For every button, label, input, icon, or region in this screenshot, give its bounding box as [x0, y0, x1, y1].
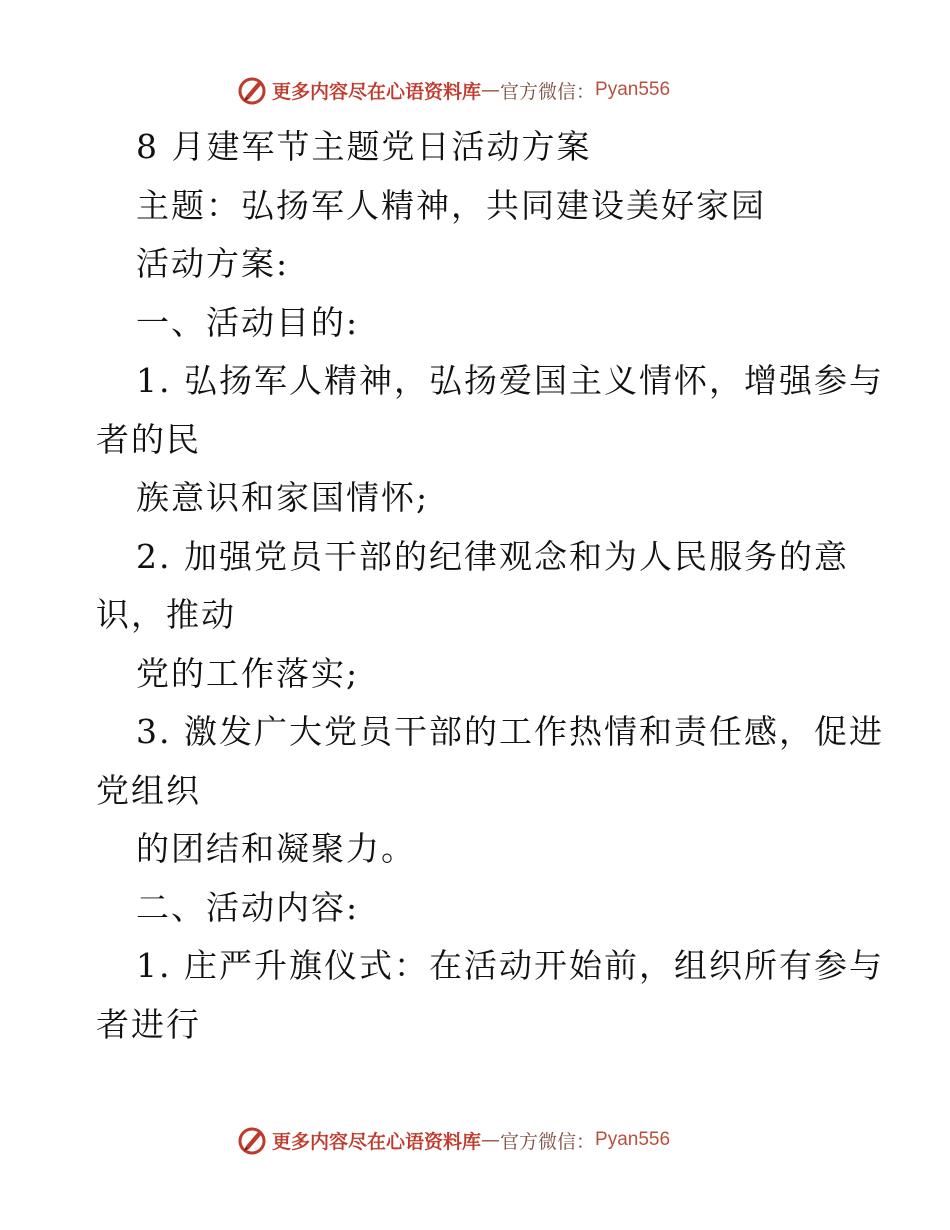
text-line: 族意识和家国情怀; — [136, 478, 430, 517]
text-line: 8 月建军节主题党日活动方案 — [136, 127, 592, 166]
pen-logo-icon — [236, 74, 268, 106]
banner-wechat-label: 官方微信： — [500, 80, 596, 103]
banner-wechat-id: Pyan556 — [595, 1129, 671, 1150]
header-banner — [236, 70, 670, 110]
banner-text: 更多内容尽在心语资料库 — [272, 1130, 482, 1153]
text-line: 一、活动目的: — [136, 302, 360, 342]
text-line: 识，推动 — [96, 595, 236, 634]
text-line: 1. 弘扬军人精神，弘扬爱国主义情怀，增强参与 — [136, 361, 884, 400]
text-line: 二、活动内容: — [136, 887, 360, 927]
text-line: 活动方案: — [136, 244, 290, 283]
text-line: 党组织 — [96, 770, 201, 810]
text-line: 1. 庄严升旗仪式：在活动开始前，组织所有参与 — [136, 946, 884, 985]
banner-text: 更多内容尽在心语资料库 — [272, 80, 482, 103]
text-line: 3. 激发广大党员干部的工作热情和责任感，促进 — [136, 712, 884, 751]
banner-dash: — — [481, 79, 501, 101]
text-line: 主题：弘扬军人精神，共同建设美好家园 — [136, 185, 766, 225]
text-line: 者进行 — [96, 1004, 201, 1044]
banner-wechat-label: 官方微信： — [500, 1130, 596, 1153]
footer-banner — [236, 1120, 670, 1160]
text-line: 党的工作落实; — [136, 653, 360, 693]
text-line: 的团结和凝聚力。 — [136, 829, 416, 868]
banner-wechat-id: Pyan556 — [595, 79, 671, 100]
pen-logo-icon — [236, 1124, 268, 1156]
text-line: 者的民 — [96, 419, 201, 459]
banner-dash: — — [481, 1129, 501, 1151]
document-body — [96, 118, 884, 1054]
text-line: 2. 加强党员干部的纪律观念和为人民服务的意 — [136, 536, 849, 576]
